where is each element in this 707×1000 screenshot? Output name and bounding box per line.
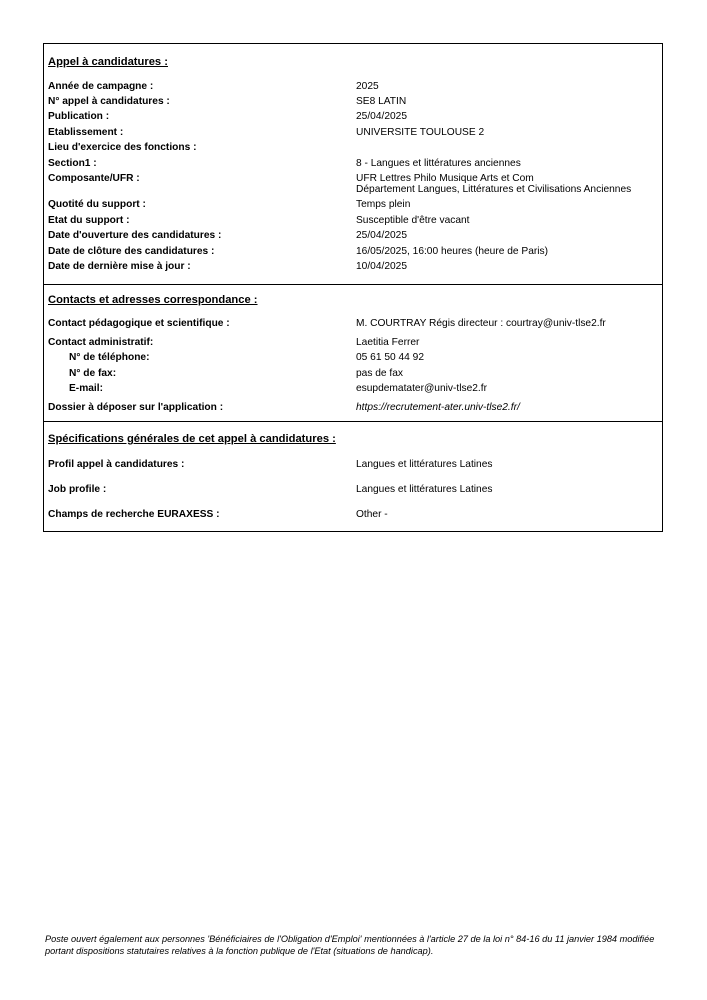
value-telephone: 05 61 50 44 92 <box>356 352 424 363</box>
label-lieu-exercice: Lieu d'exercice des fonctions : <box>48 142 197 153</box>
footnote: Poste ouvert également aux personnes 'Bénéficiaires de l'Obligation d'Emploi' mentionnées à l'article 27 de la loi n° 84-16 du 11 janvier 1984 modifiée portant dispositions statutaires relatives à la fonction publique de l'Etat (situations de handicap). <box>45 934 655 956</box>
value-euraxess: Other - <box>356 509 388 520</box>
label-composante: Composante/UFR : <box>48 173 140 184</box>
label-etablissement: Etablissement : <box>48 127 124 138</box>
value-composante-line2: Département Langues, Littératures et Civilisations Anciennes <box>356 184 632 195</box>
application-link[interactable]: https://recrutement-ater.univ-tlse2.fr/ <box>356 402 520 413</box>
section-title-specifications: Spécifications générales de cet appel à candidatures : <box>48 433 336 445</box>
value-profil-appel: Langues et littératures Latines <box>356 459 493 470</box>
label-date-mise-a-jour: Date de dernière mise à jour : <box>48 261 191 272</box>
label-profil-appel: Profil appel à candidatures : <box>48 459 185 470</box>
label-telephone: N° de téléphone: <box>69 352 150 363</box>
section-title-contacts: Contacts et adresses correspondance : <box>48 294 258 306</box>
value-etat-support: Susceptible d'être vacant <box>356 215 470 226</box>
label-etat-support: Etat du support : <box>48 215 130 226</box>
section-divider <box>44 421 662 422</box>
value-fax: pas de fax <box>356 368 404 379</box>
value-annee-campagne: 2025 <box>356 81 379 92</box>
value-section: 8 - Langues et littératures anciennes <box>356 158 521 169</box>
value-quotite: Temps plein <box>356 199 411 210</box>
label-contact-administratif: Contact administratif: <box>48 337 154 348</box>
section-divider <box>44 284 662 285</box>
label-euraxess: Champs de recherche EURAXESS : <box>48 509 220 520</box>
label-quotite: Quotité du support : <box>48 199 146 210</box>
label-date-cloture: Date de clôture des candidatures : <box>48 246 215 257</box>
label-section: Section1 : <box>48 158 97 169</box>
value-email: esupdematater@univ-tlse2.fr <box>356 383 487 394</box>
value-composante: UFR Lettres Philo Musique Arts et Com <box>356 173 534 184</box>
label-date-ouverture: Date d'ouverture des candidatures : <box>48 230 222 241</box>
value-date-cloture: 16/05/2025, 16:00 heures (heure de Paris) <box>356 246 548 257</box>
label-job-profile: Job profile : <box>48 484 107 495</box>
value-numero-appel: SE8 LATIN <box>356 96 407 107</box>
value-date-ouverture: 25/04/2025 <box>356 230 407 241</box>
value-etablissement: UNIVERSITE TOULOUSE 2 <box>356 127 485 138</box>
value-publication: 25/04/2025 <box>356 111 407 122</box>
value-contact-administratif: Laetitia Ferrer <box>356 337 420 348</box>
section-title-appel: Appel à candidatures : <box>48 56 168 68</box>
label-dossier-application: Dossier à déposer sur l'application : <box>48 402 224 413</box>
label-publication: Publication : <box>48 111 110 122</box>
label-annee-campagne: Année de campagne : <box>48 81 154 92</box>
value-date-mise-a-jour: 10/04/2025 <box>356 261 407 272</box>
label-email: E-mail: <box>69 383 103 394</box>
label-numero-appel: N° appel à candidatures : <box>48 96 170 107</box>
value-job-profile: Langues et littératures Latines <box>356 484 493 495</box>
label-contact-pedagogique: Contact pédagogique et scientifique : <box>48 318 230 329</box>
value-contact-pedagogique: M. COURTRAY Régis directeur : courtray@univ-tlse2.fr <box>356 318 606 329</box>
announcement-frame <box>43 43 663 532</box>
label-fax: N° de fax: <box>69 368 117 379</box>
